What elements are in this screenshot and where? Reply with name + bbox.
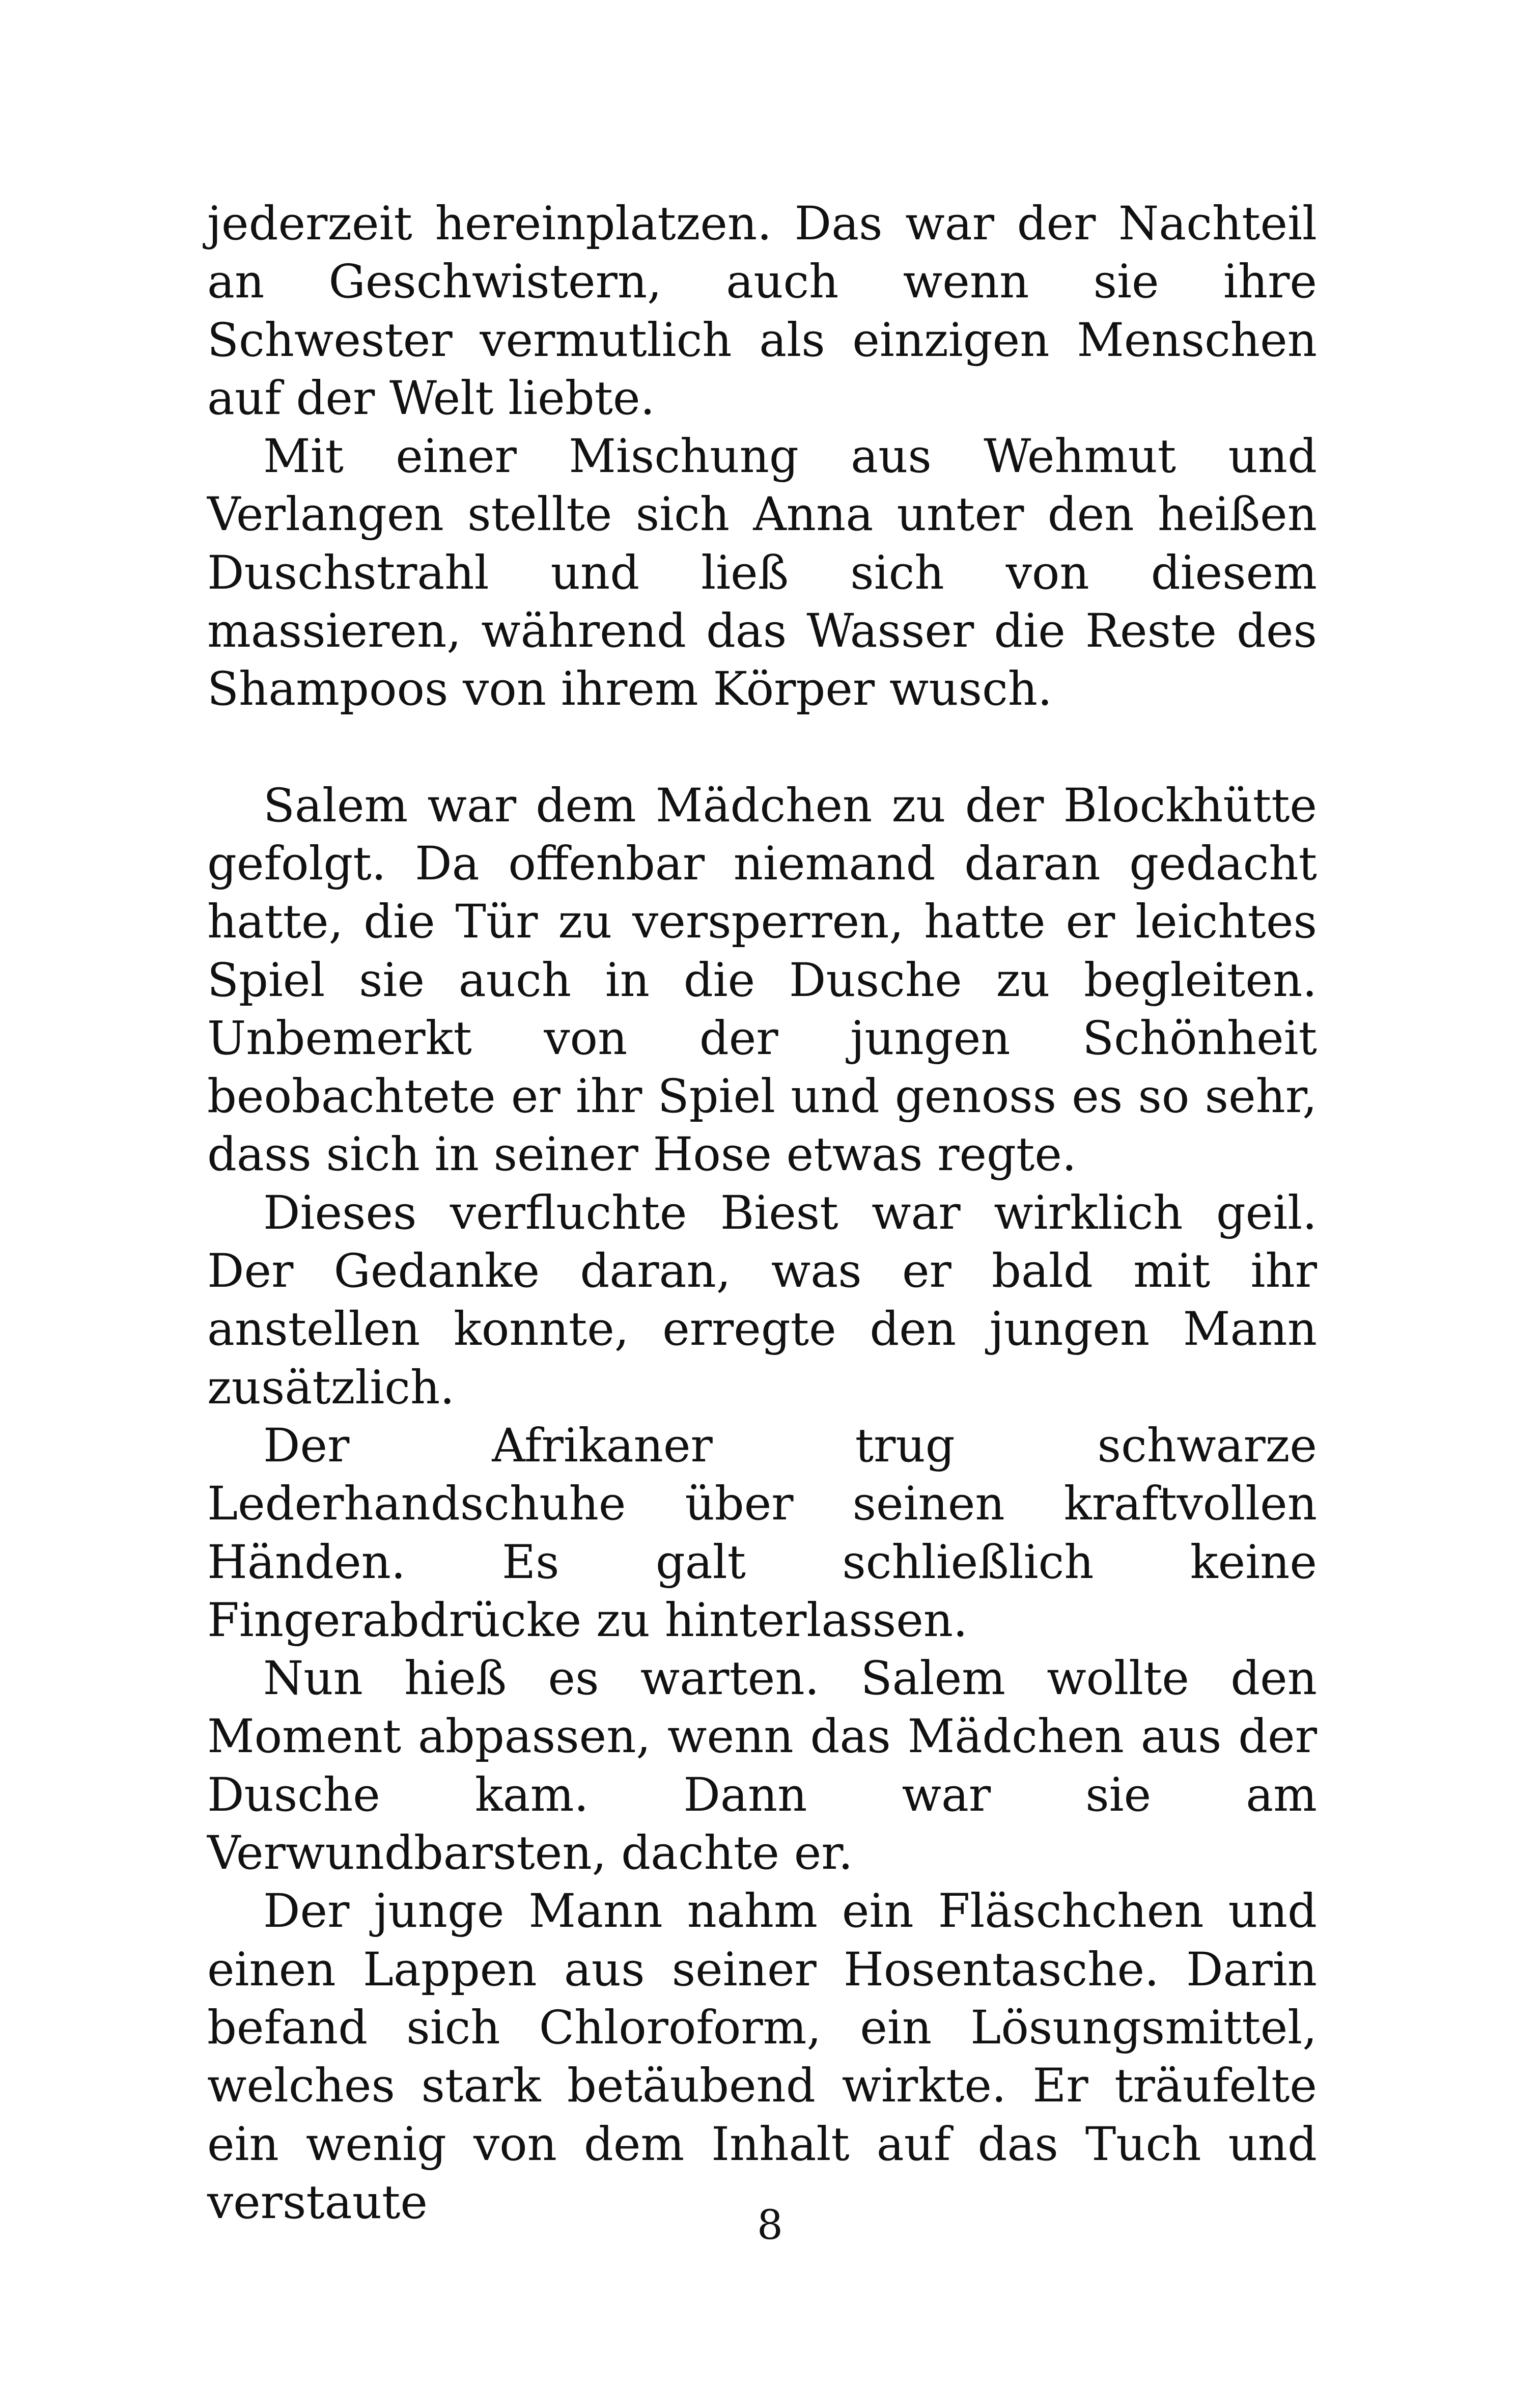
paragraph: Dieses verfluchte Biest war wirklich geil. Der Gedanke daran, was er bald mit ihr anstellen konnte, erregte den jungen Mann zusätzlich. xyxy=(207,1186,1317,1415)
scene-break xyxy=(207,719,1317,777)
paragraph: jederzeit hereinplatzen. Das war der Nachteil an Geschwistern, auch wenn sie ihre Schwester vermutlich als einzigen Menschen auf der Welt liebte. xyxy=(207,197,1317,425)
body-text xyxy=(207,195,1317,2232)
paragraph: Der Afrikaner trug schwarze Lederhandschuhe über seinen kraftvollen Händen. Es galt schließlich keine Fingerabdrücke zu hinterlassen. xyxy=(207,1419,1317,1647)
paragraph: Mit einer Mischung aus Wehmut und Verlangen stellte sich Anna unter den heißen Duschstrahl und ließ sich von diesem massieren, während das Wasser die Reste des Shampoos von ihrem Körper wusch. xyxy=(207,430,1317,716)
paragraph: Der junge Mann nahm ein Fläschchen und einen Lappen aus seiner Hosentasche. Darin befand sich Chloroform, ein Lösungsmittel, welches stark betäubend wirkte. Er träufelte ein wenig von dem Inhalt auf das Tuch und verstaute xyxy=(207,1885,1317,2229)
page-number: 8 xyxy=(757,2201,783,2249)
paragraph: Nun hieß es warten. Salem wollte den Moment abpassen, wenn das Mädchen aus der Dusche kam. Dann war sie am Verwundbarsten, dachte er. xyxy=(207,1652,1317,1880)
paragraph: Salem war dem Mädchen zu der Blockhütte gefolgt. Da offenbar niemand daran gedacht hatte, die Tür zu versperren, hatte er leichtes Spiel sie auch in die Dusche zu begleiten. Unbemerkt von der jungen Schönheit beobachtete er ihr Spiel und genoss es so sehr, dass sich in seiner Hose etwas regte. xyxy=(207,779,1317,1182)
